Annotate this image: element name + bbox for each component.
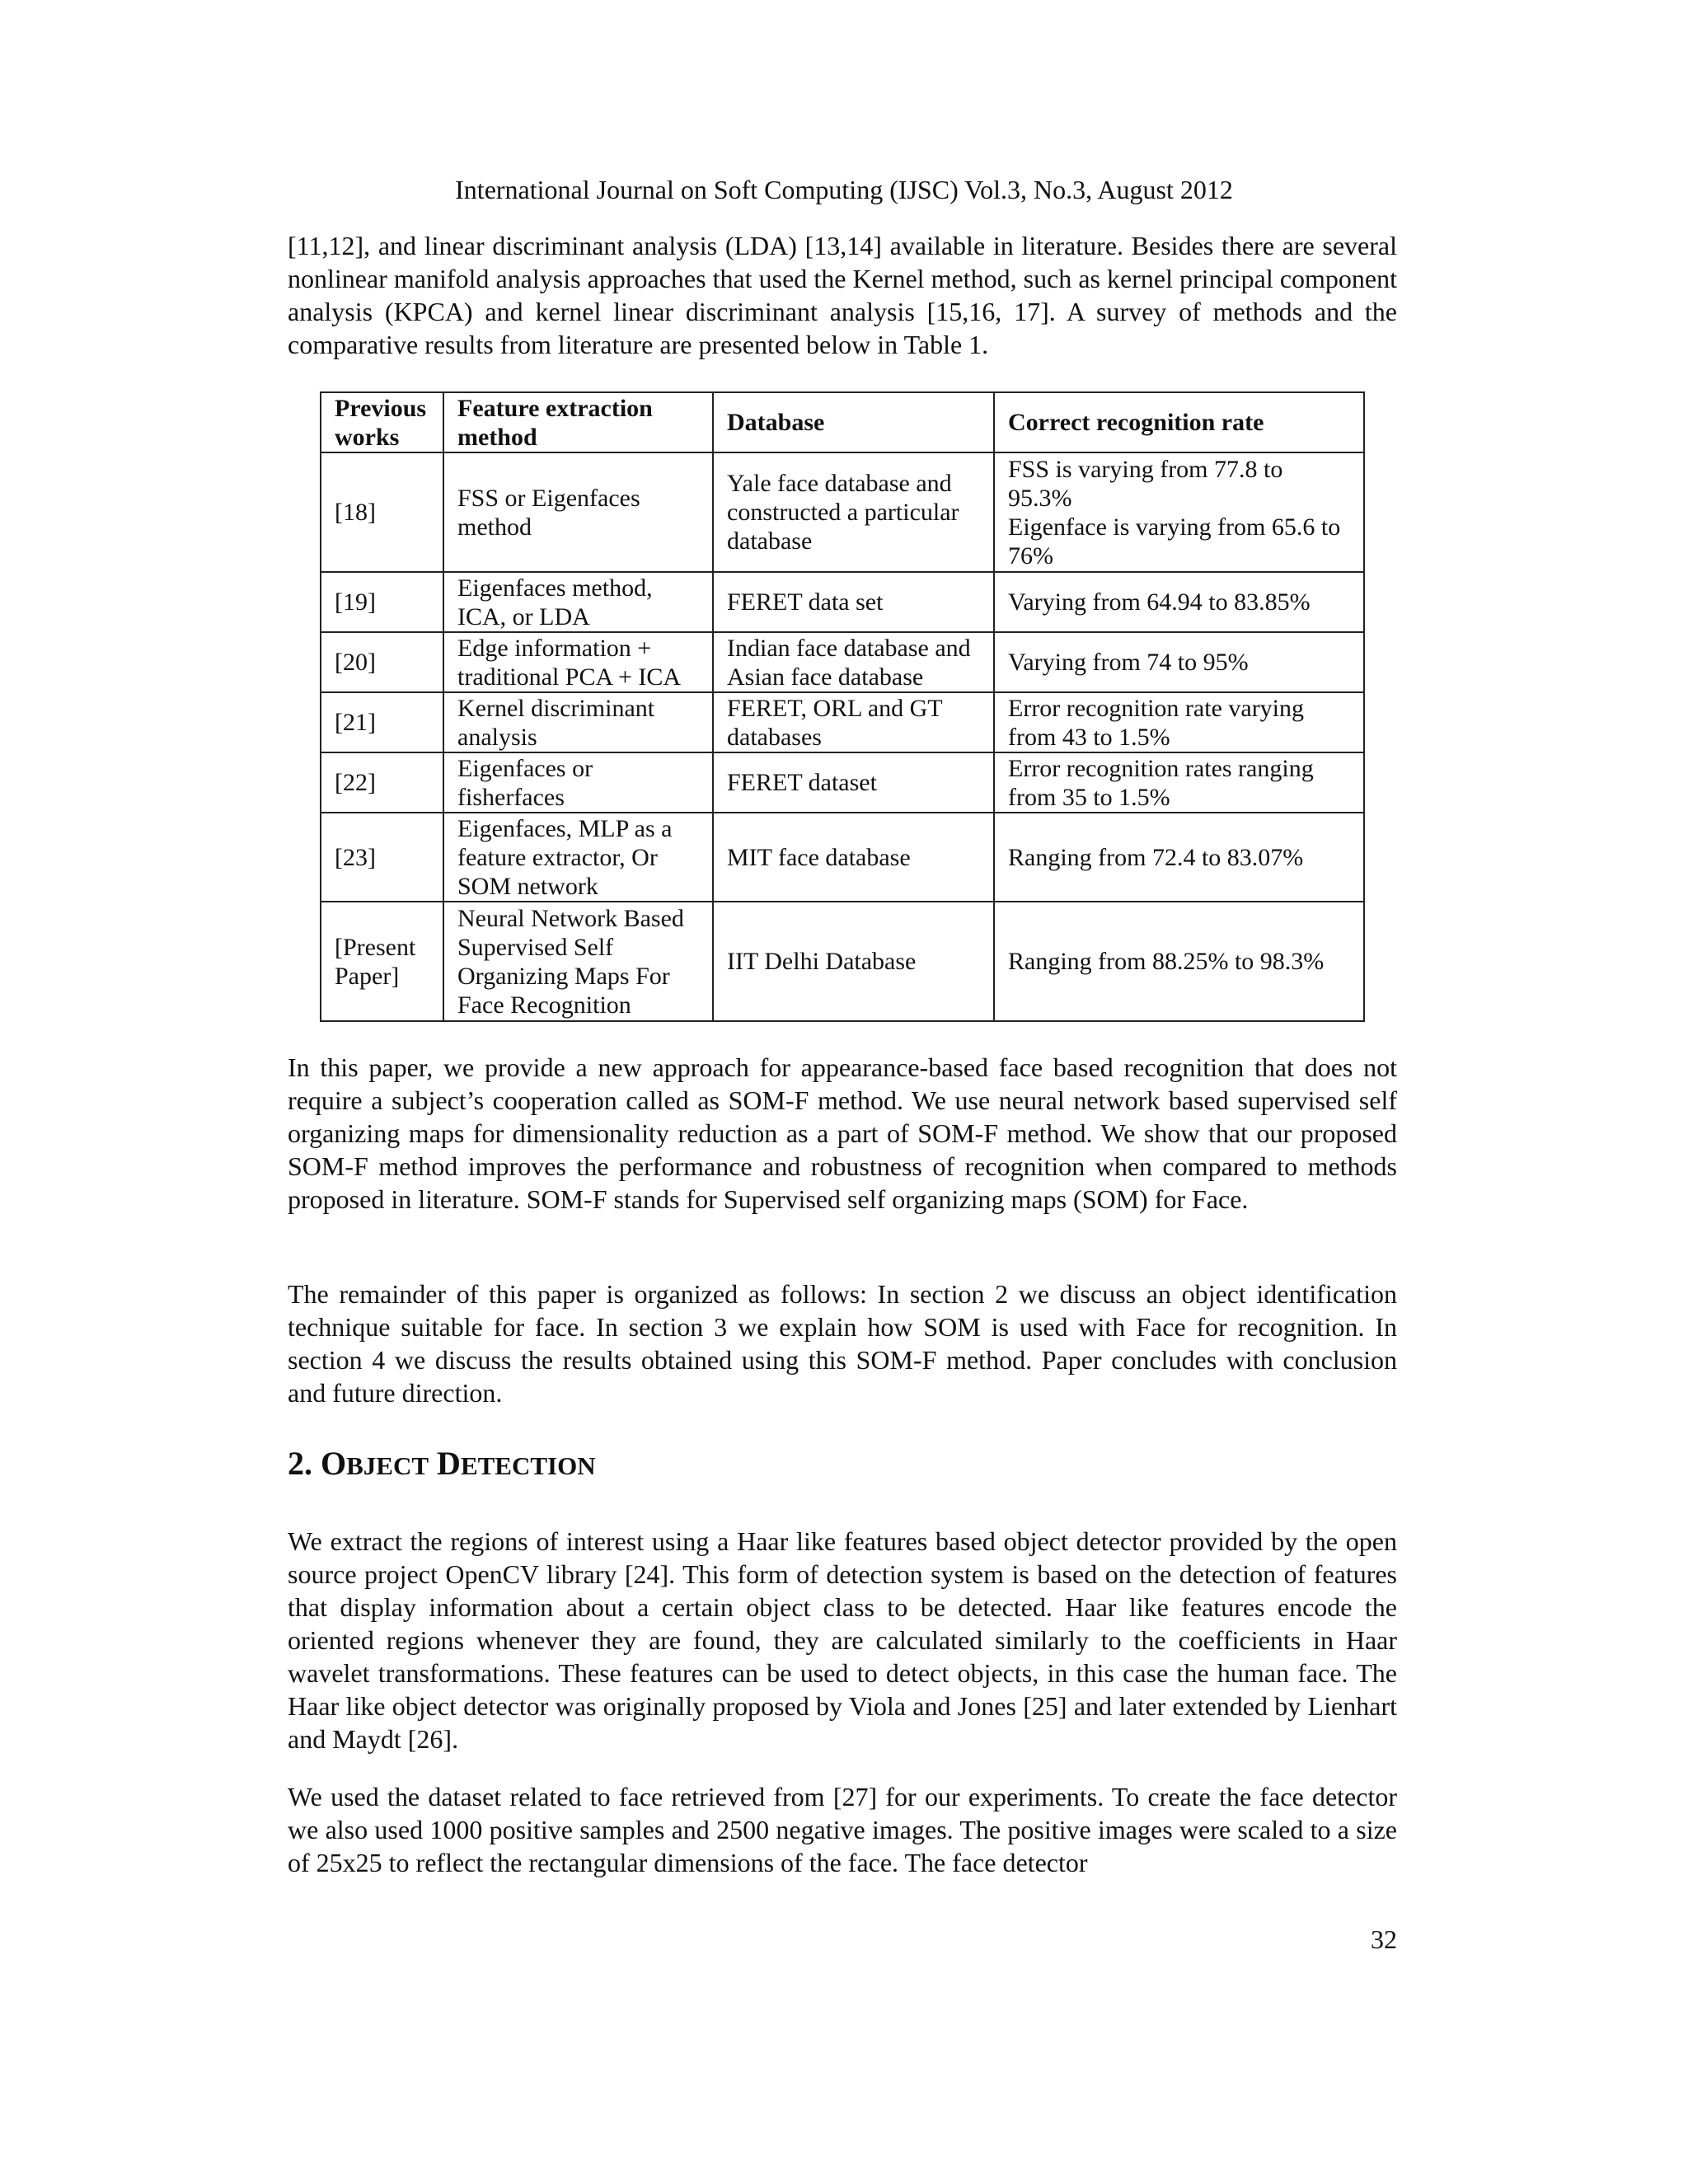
cell-rate — [994, 452, 1364, 572]
cell-rate: Ranging from 72.4 to 83.07% — [994, 813, 1364, 902]
col-header-recognition-rate: Correct recognition rate — [994, 392, 1364, 452]
survey-table-wrapper — [320, 391, 1365, 1022]
survey-table — [320, 391, 1365, 1022]
table-row — [321, 572, 1364, 632]
intro-paragraph: [11,12], and linear discriminant analysis (LDA) [13,14] available in literature. Besides there are several nonlinear manifold analysis approaches that used the Kernel method, such as kernel principal component analysis (KPCA) and kernel linear discriminant analysis [15,16, 17]. A survey of methods and the comparative results from literature are presented below in Table 1. — [288, 231, 1397, 359]
cell-database: IIT Delhi Database — [713, 902, 994, 1021]
cell-method: Kernel discriminant analysis — [443, 692, 713, 752]
section-heading-object-detection — [288, 1444, 596, 1486]
cell-rate: Ranging from 88.25% to 98.3% — [994, 902, 1364, 1021]
section-title-rest-1: BJECT — [346, 1451, 429, 1480]
section-title-rest-2: ETECTION — [460, 1451, 596, 1480]
cell-database: FERET dataset — [713, 752, 994, 813]
cell-database: MIT face database — [713, 813, 994, 902]
paragraph-haar-detector: We extract the regions of interest using a Haar like features based object detector provided by the open source project OpenCV library [24]. This form of detection system is based on the detection of features that display information about a certain object class to be detected. Haar like features encode the oriented regions whenever they are found, they are calculated similarly to the coefficients in Haar wavelet transformations. These features can be used to detect objects, in this case the human face. The Haar like object detector was originally proposed by Viola and Jones [25] and later extended by Lienhart and Maydt [26]. — [288, 1526, 1397, 1754]
cell-ref: [23] — [321, 813, 443, 902]
cell-database: Yale face database and constructed a particular database — [713, 452, 994, 572]
cell-ref: [20] — [321, 632, 443, 692]
cell-method: FSS or Eigenfaces method — [443, 452, 713, 572]
paragraph-organization: The remainder of this paper is organized as follows: In section 2 we discuss an object identification technique suitable for face. In section 3 we explain how SOM is used with Face for recognition. In section 4 we discuss the results obtained using this SOM-F method. Paper concludes with conclusion and future direction. — [288, 1279, 1397, 1408]
cell-ref: [Present Paper] — [321, 902, 443, 1021]
cell-ref: [19] — [321, 572, 443, 632]
cell-database: FERET data set — [713, 572, 994, 632]
cell-rate: Error recognition rate varying from 43 to 1.5% — [994, 692, 1364, 752]
section-title-initial-1: O — [321, 1445, 347, 1482]
col-header-database: Database — [713, 392, 994, 452]
paragraph-dataset: We used the dataset related to face retrieved from [27] for our experiments. To create the face detector we also used 1000 positive samples and 2500 negative images. The positive images were scaled to a size of 25x25 to reflect the rectangular dimensions of the face. The face detector — [288, 1782, 1397, 1877]
table-row — [321, 752, 1364, 813]
journal-header: International Journal on Soft Computing (IJSC) Vol.3, No.3, August 2012 — [455, 175, 1233, 204]
table-row — [321, 813, 1364, 902]
cell-ref: [22] — [321, 752, 443, 813]
cell-database: FERET, ORL and GT databases — [713, 692, 994, 752]
cell-method: Neural Network Based Supervised Self Organizing Maps For Face Recognition — [443, 902, 713, 1021]
page-number: 32 — [1371, 1924, 1397, 1954]
table-row — [321, 902, 1364, 1021]
cell-ref: [18] — [321, 452, 443, 572]
cell-ref: [21] — [321, 692, 443, 752]
section-title-initial-2: D — [437, 1445, 461, 1482]
table-row — [321, 692, 1364, 752]
table-row — [321, 632, 1364, 692]
cell-rate: Varying from 64.94 to 83.85% — [994, 572, 1364, 632]
table-header-row — [321, 392, 1364, 452]
cell-rate-eigenface: Eigenface is varying from 65.6 to 76% — [1008, 513, 1341, 569]
cell-rate: Varying from 74 to 95% — [994, 632, 1364, 692]
cell-rate-fss: FSS is varying from 77.8 to 95.3% — [1008, 455, 1283, 512]
paragraph-approach: In this paper, we provide a new approach for appearance-based face based recognition that does not require a subject’s cooperation called as SOM-F method. We use neural network based supervised self organizing maps for dimensionality reduction as a part of SOM-F method. We show that our proposed SOM-F method improves the performance and robustness of recognition when compared to methods proposed in literature. SOM-F stands for Supervised self organizing maps (SOM) for Face. — [288, 1052, 1397, 1214]
cell-method: Eigenfaces or fisherfaces — [443, 752, 713, 813]
col-header-previous-works: Previous works — [321, 392, 443, 452]
cell-database: Indian face database and Asian face database — [713, 632, 994, 692]
table-row — [321, 452, 1364, 572]
section-number: 2. — [288, 1445, 312, 1482]
cell-method: Eigenfaces, MLP as a feature extractor, Or SOM network — [443, 813, 713, 902]
cell-method: Edge information + traditional PCA + ICA — [443, 632, 713, 692]
cell-rate: Error recognition rates ranging from 35 to 1.5% — [994, 752, 1364, 813]
col-header-feature-extraction: Feature extraction method — [443, 392, 713, 452]
cell-method: Eigenfaces method, ICA, or LDA — [443, 572, 713, 632]
